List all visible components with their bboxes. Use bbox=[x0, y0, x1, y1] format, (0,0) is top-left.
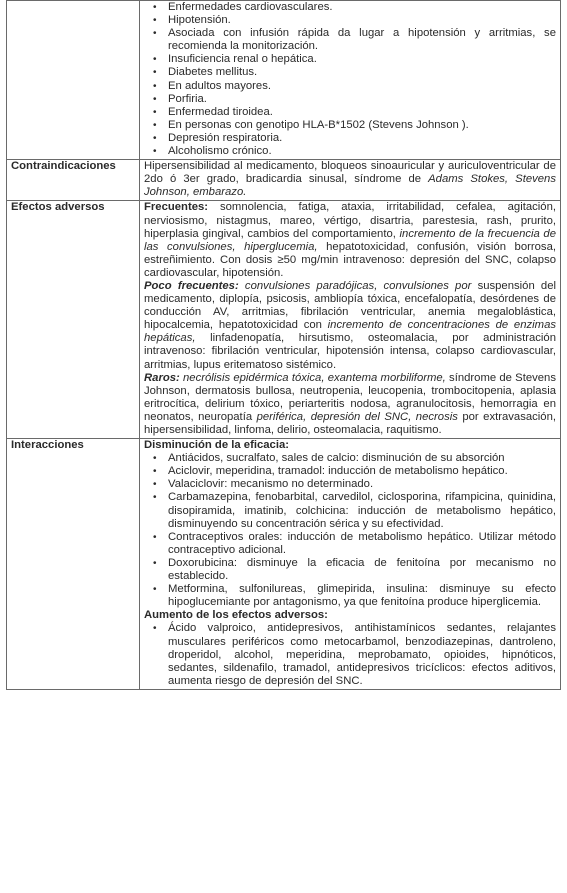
list-item: • En personas con genotipo HLA-B*1502 (Stevens Johnson ). bbox=[168, 119, 556, 132]
frequent-paragraph bbox=[144, 201, 556, 280]
rare-heading: Raros: bbox=[144, 371, 180, 384]
list-item: • Asociada con infusión rápida da lugar a hipotensión y arritmias, se recomienda la monitorización. bbox=[168, 27, 556, 53]
uncommon-heading: Poco frecuentes: bbox=[144, 279, 239, 292]
frequent-heading: Frecuentes: bbox=[144, 201, 209, 214]
precautions-content bbox=[140, 1, 561, 160]
uncommon-paragraph bbox=[144, 280, 556, 372]
interactions-label: Interacciones bbox=[7, 439, 140, 690]
list-item: • Ácido valproico, antidepresivos, antihistamínicos sedantes, relajantes musculares periféricos como metocarbamol, benzodiazepinas, dantroleno, droperidol, alcohol, meperidina, meprobamato, opioides, hipnóticos, sedantes, sildenafilo, tramadol, antidepresivos tricíclicos: efectos aditivos, aumenta riesgo de depresión del SNC. bbox=[168, 622, 556, 687]
list-item: • Depresión respiratoria. bbox=[168, 132, 556, 145]
precautions-list bbox=[144, 1, 556, 158]
list-item: • Carbamazepina, fenobarbital, carvedilol, ciclosporina, rifampicina, quinidina, disopiramida, imatinib, colchicina: inducción de metabolismo hepático, disminuyendo su concentración sérica y su efectividad. bbox=[168, 491, 556, 530]
increased-adverse-heading: Aumento de los efectos adversos: bbox=[144, 609, 328, 622]
contraindications-text-italic: Adams Stokes, Stevens Johnson, embarazo. bbox=[144, 173, 556, 199]
list-item: • Antiácidos, sucralfato, sales de calcio: disminución de su absorción bbox=[168, 452, 556, 465]
list-item: • Insuficiencia renal o hepática. bbox=[168, 53, 556, 66]
adverse-effects-label: Efectos adversos bbox=[7, 201, 140, 439]
list-item: • Metformina, sulfonilureas, glimepirida, insulina: disminuye su efecto hipoglucemiante por antagonismo, ya que fenitoína produce hiperglicemia. bbox=[168, 583, 556, 609]
list-item: • Alcoholismo crónico. bbox=[168, 145, 556, 158]
frequent-text-2: hepatotoxicidad, confusión, visión borrosa, estreñimiento. Con dosis ≥50 mg/min intravenoso: depresión del SNC, colapso cardiovascular, hipotensión. bbox=[144, 240, 557, 279]
adverse-effects-row bbox=[7, 201, 561, 439]
list-item: • Enfermedad tiroidea. bbox=[168, 106, 556, 119]
contraindications-label: Contraindicaciones bbox=[7, 160, 140, 201]
decreased-efficacy-list bbox=[144, 452, 556, 609]
list-item: • Doxorubicina: disminuye la eficacia de fenitoína por mecanismo no establecido. bbox=[168, 557, 556, 583]
rare-text-2: por extravasación, hipersensibilidad, linfoma, delirio, osteomalacia, raquitismo. bbox=[144, 410, 556, 436]
rare-text-italic-2: periférica, depresión del SNC, necrosis bbox=[256, 410, 458, 423]
frequent-text-italic: incremento de la frecuencia de las convulsiones, hiperglucemia, bbox=[144, 227, 556, 253]
contraindications-content bbox=[140, 160, 561, 201]
list-item: • Contraceptivos orales: inducción de metabolismo hepático. Utilizar método contraceptivo adicional. bbox=[168, 531, 556, 557]
list-item: • Hipotensión. bbox=[168, 14, 556, 27]
uncommon-text-2: linfadenopatía, hirsutismo, osteomalacia, por administración intravenoso: fibrilación ventricular, hipotensión intensa, colapso cardiovascular, arritmias, lupus eritematoso sistémico. bbox=[144, 332, 556, 371]
list-item: • Valaciclovir: mecanismo no determinado. bbox=[168, 478, 556, 491]
contraindications-text: Hipersensibilidad al medicamento, bloqueos sinoauricular y auriculoventricular de 2do ó 3er grado, bradicardia sinusal, síndrome de bbox=[144, 160, 556, 186]
rare-text: síndrome de Stevens Johnson, dermatosis bullosa, neutropenia, leucopenia, trombocitopenia, aplasia eritrocítica, delirium tóxico, periarteritis nodosa, agranulocitosis, hemorragia en neonatos, neuropatía bbox=[144, 371, 556, 423]
interactions-row bbox=[7, 439, 561, 690]
list-item: • Aciclovir, meperidina, tramadol: inducción de metabolismo hepático. bbox=[168, 465, 556, 478]
drug-monograph-table bbox=[6, 0, 561, 893]
frequent-text: somnolencia, fatiga, ataxia, irritabilidad, cefalea, agitación, nerviosismo, nistagmus, mareo, vértigo, disartria, parestesia, rash, prurito, hiperplasia gingival, cambios del comportamiento, bbox=[144, 201, 556, 240]
contraindications-row bbox=[7, 160, 561, 201]
uncommon-text-italic-2: incremento de concentraciones de enzimas hepáticas, bbox=[144, 319, 557, 345]
rare-paragraph bbox=[144, 372, 556, 437]
list-item: • Enfermedades cardiovasculares. bbox=[168, 1, 556, 14]
monograph-table bbox=[6, 0, 561, 690]
rare-text-italic: necrólisis epidérmica tóxica, exantema morbiliforme, bbox=[179, 371, 446, 384]
interactions-content bbox=[140, 439, 561, 690]
uncommon-text-italic: convulsiones paradójicas, convulsiones por bbox=[238, 279, 472, 292]
list-item: • En adultos mayores. bbox=[168, 80, 556, 93]
list-item: • Diabetes mellitus. bbox=[168, 66, 556, 79]
decreased-efficacy-heading: Disminución de la eficacia: bbox=[144, 439, 290, 452]
uncommon-text: suspensión del medicamento, diplopía, psicosis, ambliopía tóxica, encefalopatía, desórdenes de conducción AV, arritmias, fibrilación ventricular, anemia megaloblástica, hipocalcemia, hepatotoxicidad con bbox=[144, 279, 556, 332]
precautions-label-cell bbox=[7, 1, 140, 160]
increased-adverse-list bbox=[144, 622, 556, 687]
list-item: • Porfiria. bbox=[168, 93, 556, 106]
precautions-row bbox=[7, 1, 561, 160]
adverse-effects-content bbox=[140, 201, 561, 439]
